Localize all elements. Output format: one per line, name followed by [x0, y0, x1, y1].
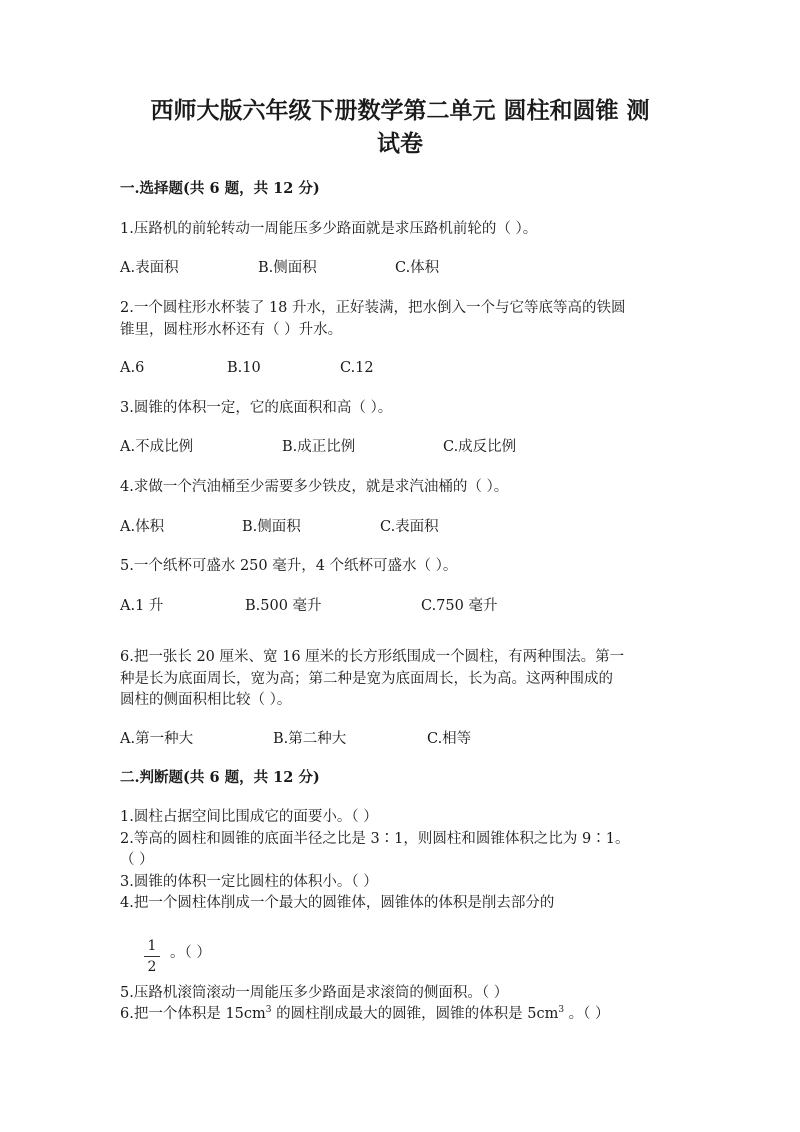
q2-option-c: C.12	[340, 360, 374, 376]
question-6-line3: 圆柱的侧面积相比较（ ）。	[120, 692, 292, 708]
judge-4-fraction	[144, 938, 160, 975]
q5-option-c: C.750 毫升	[421, 598, 498, 614]
question-4: 4.求做一个汽油桶至少需要多少铁皮，就是求汽油桶的（ ）。	[120, 479, 509, 495]
page-title-line2: 试卷	[377, 130, 423, 157]
judge-2-line1: 2.等高的圆柱和圆锥的底面半径之比是 3∶1，则圆柱和圆锥体积之比为 9∶1。	[120, 831, 630, 847]
question-5: 5.一个纸杯可盛水 250 毫升，4 个纸杯可盛水（ ）。	[120, 558, 458, 574]
question-1: 1.压路机的前轮转动一周能压多少路面就是求压路机前轮的（ ）。	[120, 221, 538, 237]
judge-6-sup2: 3	[558, 1005, 565, 1016]
q5-option-b: B.500 毫升	[245, 598, 322, 614]
q1-option-a: A.表面积	[120, 260, 179, 276]
section-heading-judge: 二.判断题(共 6 题，共 12 分)	[120, 769, 320, 786]
q4-option-b: B.侧面积	[242, 519, 301, 535]
fraction-denominator: 2	[147, 959, 157, 975]
judge-6-tail: 。（ ）	[564, 1006, 610, 1022]
judge-2-line2: （ ）	[120, 852, 154, 868]
page-title-line1: 西师大版六年级下册数学第二单元 圆柱和圆锥 测	[150, 97, 650, 124]
question-6-line2: 种是长为底面周长，宽为高；第二种是宽为底面周长，长为高。这两种围成的	[120, 671, 613, 687]
q1-option-b: B.侧面积	[258, 260, 317, 276]
q3-option-b: B.成正比例	[282, 439, 356, 455]
fraction-bar	[144, 956, 160, 957]
judge-6-pre: 6.把一个体积是 15cm	[120, 1006, 266, 1022]
judge-4-tail: 。（ ）	[170, 945, 211, 961]
q4-option-c: C.表面积	[380, 519, 439, 535]
judge-6	[120, 1004, 610, 1024]
judge-6-sup1: 3	[265, 1005, 272, 1016]
question-2-line1: 2.一个圆柱形水杯装了 18 升水，正好装满，把水倒入一个与它等底等高的铁圆	[120, 300, 626, 316]
q3-option-c: C.成反比例	[443, 439, 517, 455]
fraction-numerator: 1	[147, 938, 157, 954]
question-2-line2: 锥里，圆柱形水杯还有（ ）升水。	[120, 322, 343, 338]
question-3: 3.圆锥的体积一定，它的底面积和高（ ）。	[120, 400, 393, 416]
q2-option-a: A.6	[120, 360, 145, 376]
judge-5: 5.压路机滚筒滚动一周能压多少路面是求滚筒的侧面积。（ ）	[120, 985, 509, 1001]
q6-option-b: B.第二种大	[273, 731, 347, 747]
q4-option-a: A.体积	[120, 519, 165, 535]
judge-4-line1: 4.把一个圆柱体削成一个最大的圆锥体，圆锥体的体积是削去部分的	[120, 895, 555, 911]
q6-option-c: C.相等	[427, 731, 472, 747]
judge-6-mid: 的圆柱削成最大的圆锥，圆锥的体积是 5cm	[271, 1006, 559, 1022]
q2-option-b: B.10	[227, 360, 261, 376]
judge-3: 3.圆锥的体积一定比圆柱的体积小。（ ）	[120, 874, 378, 890]
q5-option-a: A.1 升	[120, 598, 164, 614]
question-6-line1: 6.把一张长 20 厘米、宽 16 厘米的长方形纸围成一个圆柱，有两种围法。第一	[120, 649, 625, 665]
q1-option-c: C.体积	[395, 260, 440, 276]
section-heading-choice: 一.选择题(共 6 题，共 12 分)	[120, 180, 320, 197]
q3-option-a: A.不成比例	[120, 439, 194, 455]
q6-option-a: A.第一种大	[120, 731, 194, 747]
judge-1: 1.圆柱占据空间比围成它的面要小。（ ）	[120, 809, 378, 825]
